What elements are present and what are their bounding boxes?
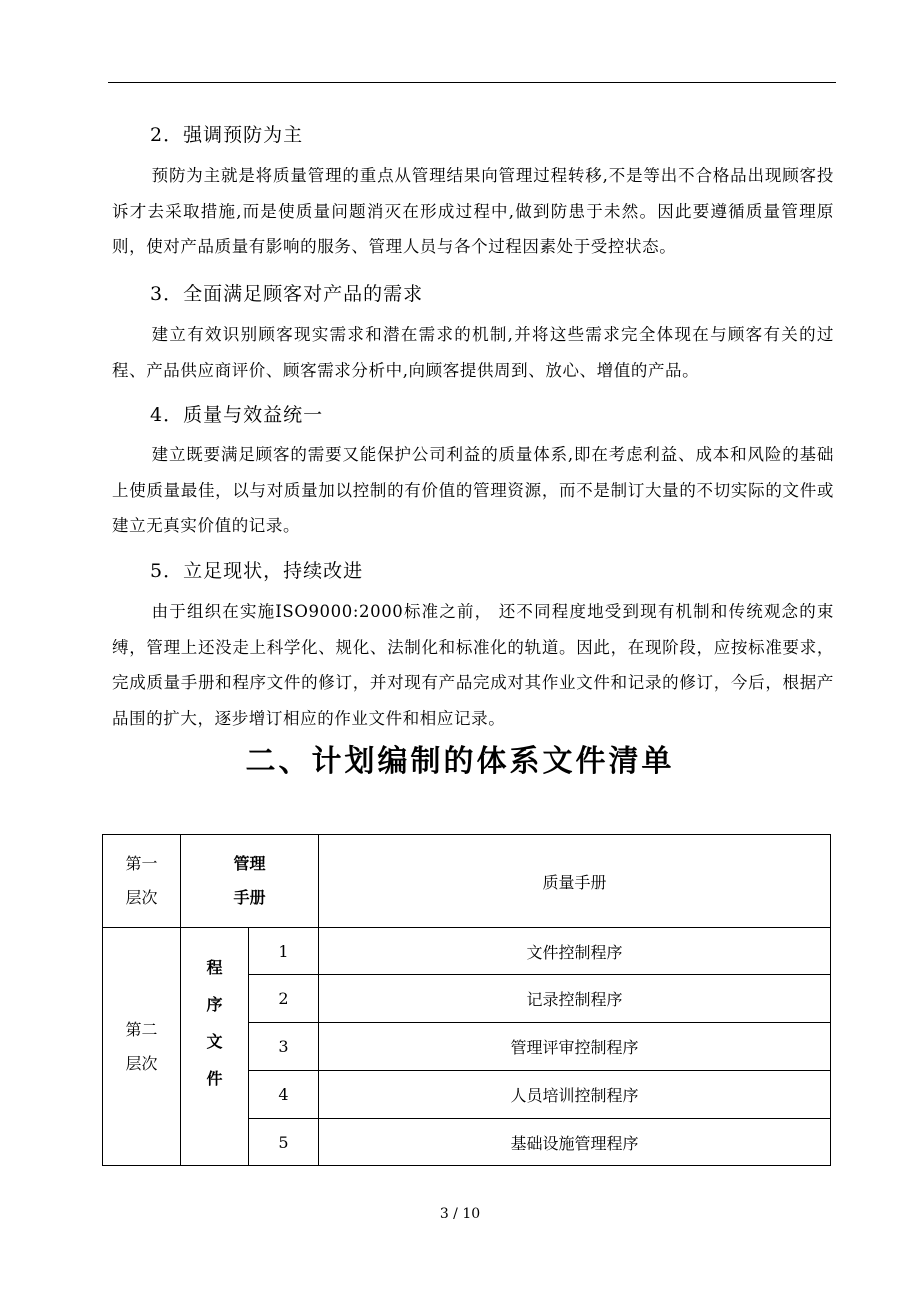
- tier1-category-line1: 管理: [233, 854, 266, 873]
- tier1-level-line2: 层次: [125, 888, 158, 907]
- row-document-cell: 管理评审控制程序: [319, 1023, 831, 1071]
- section-title: 二、计划编制的体系文件清单: [245, 744, 675, 779]
- row-document-cell: 文件控制程序: [319, 928, 831, 975]
- heading-continuous-improvement: 5．立足现状，持续改进: [150, 560, 364, 582]
- document-list-table: [102, 834, 831, 1166]
- tier2-level-line1: 第二: [125, 1019, 158, 1039]
- table-row-tier1: [103, 835, 831, 928]
- heading-customer-needs: 3．全面满足顾客对产品的需求: [150, 283, 424, 305]
- table-row: [103, 928, 831, 975]
- row-number-cell: 3: [249, 1023, 319, 1071]
- tier2-category-char: 件: [206, 1068, 223, 1088]
- tier1-category-cell: [181, 835, 319, 928]
- heading-quality-benefit: 4．质量与效益统一: [150, 404, 324, 426]
- tier1-level-line1: 第一: [125, 854, 158, 873]
- tier2-category-char: 程: [206, 957, 223, 977]
- tier2-category-char: 文: [206, 1031, 223, 1051]
- tier1-level-cell: [103, 835, 181, 928]
- page-number: 3 / 10: [439, 1206, 481, 1222]
- paragraph-customer-needs: 建立有效识别顾客现实需求和潜在需求的机制,并将这些需求完全体现在与顾客有关的过程、产品供应商评价、顾客需求分析中,向顾客提供周到、放心、增值的产品。: [112, 325, 834, 380]
- paragraph-prevention: 预防为主就是将质量管理的重点从管理结果向管理过程转移,不是等出不合格品出现顾客投诉才去采取措施,而是使质量问题消灭在形成过程中,做到防患于未然。因此要遵循质量管理原则，使对产品质量有影响的服务、管理人员与各个过程因素处于受控状态。: [112, 166, 834, 256]
- tier1-document-cell: 质量手册: [319, 835, 831, 928]
- row-number-cell: 1: [249, 928, 319, 975]
- row-document-cell: 人员培训控制程序: [319, 1071, 831, 1119]
- paragraph-quality-benefit: 建立既要满足顾客的需要又能保护公司利益的质量体系,即在考虑利益、成本和风险的基础上使质量最佳，以与对质量加以控制的有价值的管理资源，而不是制订大量的不切实际的文件或建立无真实价值的记录。: [112, 445, 834, 535]
- paragraph-continuous-improvement: 由于组织在实施ISO9000:2000标准之前， 还不同程度地受到现有机制和传统观念的束缚，管理上还没走上科学化、规化、法制化和标准化的轨道。因此，在现阶段，应按标准要求，完成质量手册和程序文件的修订，并对现有产品完成对其作业文件和记录的修订，今后，根据产品围的扩大，逐步增订相应的作业文件和相应记录。: [112, 602, 834, 728]
- tier2-level-line2: 层次: [125, 1053, 158, 1073]
- header-rule: [108, 82, 836, 83]
- row-number-cell: 5: [249, 1119, 319, 1166]
- tier1-category-line2: 手册: [233, 888, 266, 907]
- row-document-cell: 基础设施管理程序: [319, 1119, 831, 1166]
- tier2-category-cell: [181, 928, 249, 1166]
- tier2-category-char: 序: [206, 994, 223, 1014]
- row-document-cell: 记录控制程序: [319, 975, 831, 1023]
- row-number-cell: 2: [249, 975, 319, 1023]
- heading-prevention: 2．强调预防为主: [150, 124, 304, 146]
- tier2-level-cell: [103, 928, 181, 1166]
- row-number-cell: 4: [249, 1071, 319, 1119]
